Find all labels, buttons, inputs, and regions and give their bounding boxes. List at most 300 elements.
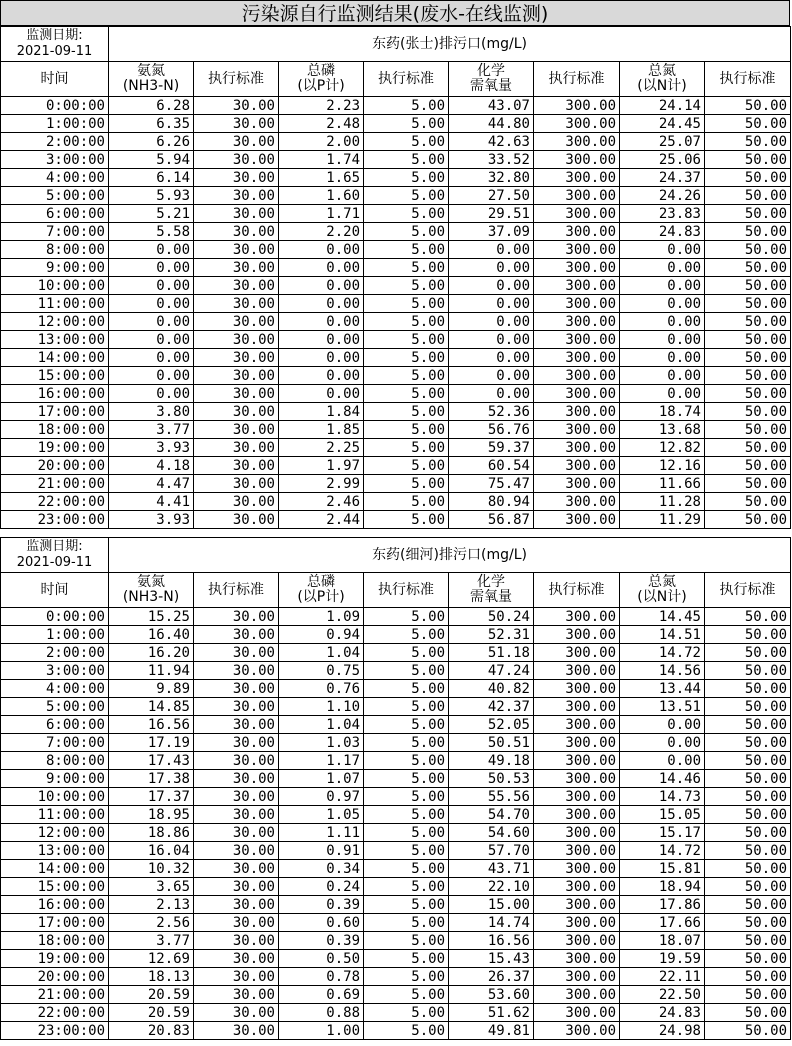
table-row	[1, 842, 791, 860]
time-cell: 18:00:00	[1, 932, 109, 950]
value-cell: 30.00	[194, 403, 279, 421]
value-cell: 5.00	[364, 842, 449, 860]
value-cell: 0.00	[109, 313, 194, 331]
time-cell: 5:00:00	[1, 187, 109, 205]
value-cell: 50.00	[705, 950, 791, 968]
value-cell: 2.44	[279, 511, 364, 529]
value-cell: 2.20	[279, 223, 364, 241]
value-cell: 26.37	[449, 968, 534, 986]
value-cell: 59.37	[449, 439, 534, 457]
value-cell: 16.56	[449, 932, 534, 950]
value-cell: 50.00	[705, 932, 791, 950]
value-cell: 300.00	[534, 97, 620, 115]
value-cell: 19.59	[620, 950, 705, 968]
value-cell: 52.05	[449, 716, 534, 734]
value-cell: 30.00	[194, 133, 279, 151]
value-cell: 300.00	[534, 403, 620, 421]
time-cell: 15:00:00	[1, 367, 109, 385]
value-cell: 0.00	[449, 277, 534, 295]
value-cell: 50.00	[705, 511, 791, 529]
value-cell: 0.00	[620, 295, 705, 313]
value-cell: 300.00	[534, 698, 620, 716]
value-cell: 50.00	[705, 698, 791, 716]
value-cell: 1.04	[279, 716, 364, 734]
value-cell: 23.83	[620, 205, 705, 223]
value-cell: 30.00	[194, 367, 279, 385]
value-cell: 24.83	[620, 223, 705, 241]
value-cell: 50.00	[705, 770, 791, 788]
value-cell: 6.35	[109, 115, 194, 133]
value-cell: 0.00	[449, 313, 534, 331]
time-cell: 14:00:00	[1, 860, 109, 878]
value-cell: 12.16	[620, 457, 705, 475]
value-cell: 30.00	[194, 932, 279, 950]
value-cell: 300.00	[534, 662, 620, 680]
col-header-tp: 总磷 (以P计)	[279, 62, 364, 97]
value-cell: 50.00	[705, 241, 791, 259]
time-cell: 14:00:00	[1, 349, 109, 367]
value-cell: 6.14	[109, 169, 194, 187]
time-cell: 17:00:00	[1, 914, 109, 932]
value-cell: 50.00	[705, 914, 791, 932]
value-cell: 50.00	[705, 752, 791, 770]
value-cell: 30.00	[194, 313, 279, 331]
value-cell: 2.48	[279, 115, 364, 133]
value-cell: 57.70	[449, 842, 534, 860]
value-cell: 50.00	[705, 842, 791, 860]
value-cell: 50.00	[705, 1004, 791, 1022]
value-cell: 44.80	[449, 115, 534, 133]
value-cell: 5.58	[109, 223, 194, 241]
value-cell: 37.09	[449, 223, 534, 241]
value-cell: 5.00	[364, 914, 449, 932]
value-cell: 56.76	[449, 421, 534, 439]
table-row	[1, 860, 791, 878]
value-cell: 1.84	[279, 403, 364, 421]
value-cell: 3.93	[109, 439, 194, 457]
value-cell: 30.00	[194, 349, 279, 367]
value-cell: 50.00	[705, 680, 791, 698]
value-cell: 300.00	[534, 752, 620, 770]
value-cell: 1.05	[279, 806, 364, 824]
value-cell: 5.00	[364, 770, 449, 788]
value-cell: 0.76	[279, 680, 364, 698]
value-cell: 5.00	[364, 439, 449, 457]
value-cell: 49.18	[449, 752, 534, 770]
value-cell: 5.00	[364, 968, 449, 986]
value-cell: 50.00	[705, 896, 791, 914]
outlet-table-zhangshi	[0, 26, 791, 529]
monitor-date-value: 2021-09-11	[16, 555, 93, 570]
value-cell: 5.00	[364, 1004, 449, 1022]
value-cell: 30.00	[194, 644, 279, 662]
value-cell: 300.00	[534, 644, 620, 662]
time-cell: 9:00:00	[1, 259, 109, 277]
table-row	[1, 295, 791, 313]
time-cell: 2:00:00	[1, 644, 109, 662]
value-cell: 0.39	[279, 896, 364, 914]
value-cell: 5.00	[364, 493, 449, 511]
value-cell: 30.00	[194, 241, 279, 259]
time-cell: 13:00:00	[1, 842, 109, 860]
value-cell: 17.19	[109, 734, 194, 752]
value-cell: 300.00	[534, 878, 620, 896]
value-cell: 1.71	[279, 205, 364, 223]
value-cell: 25.06	[620, 151, 705, 169]
value-cell: 30.00	[194, 1022, 279, 1040]
value-cell: 50.00	[705, 295, 791, 313]
value-cell: 20.59	[109, 986, 194, 1004]
value-cell: 50.00	[705, 277, 791, 295]
value-cell: 30.00	[194, 752, 279, 770]
table-row	[1, 259, 791, 277]
monitor-date-label: 监测日期:	[26, 539, 83, 554]
time-cell: 4:00:00	[1, 680, 109, 698]
value-cell: 0.50	[279, 950, 364, 968]
value-cell: 1.74	[279, 151, 364, 169]
time-cell: 7:00:00	[1, 223, 109, 241]
value-cell: 14.72	[620, 842, 705, 860]
value-cell: 50.00	[705, 331, 791, 349]
table-row	[1, 475, 791, 493]
table-row	[1, 752, 791, 770]
time-cell: 16:00:00	[1, 896, 109, 914]
value-cell: 5.00	[364, 680, 449, 698]
value-cell: 17.43	[109, 752, 194, 770]
value-cell: 0.00	[620, 752, 705, 770]
value-cell: 50.00	[705, 97, 791, 115]
value-cell: 50.00	[705, 133, 791, 151]
value-cell: 14.73	[620, 788, 705, 806]
value-cell: 51.18	[449, 644, 534, 662]
value-cell: 300.00	[534, 313, 620, 331]
value-cell: 300.00	[534, 914, 620, 932]
value-cell: 22.10	[449, 878, 534, 896]
header-row	[1, 62, 791, 97]
value-cell: 0.00	[620, 349, 705, 367]
value-cell: 14.85	[109, 698, 194, 716]
value-cell: 50.24	[449, 608, 534, 626]
value-cell: 33.52	[449, 151, 534, 169]
value-cell: 5.00	[364, 662, 449, 680]
table-row	[1, 932, 791, 950]
value-cell: 50.00	[705, 824, 791, 842]
value-cell: 5.00	[364, 806, 449, 824]
time-cell: 22:00:00	[1, 1004, 109, 1022]
value-cell: 6.28	[109, 97, 194, 115]
time-cell: 6:00:00	[1, 716, 109, 734]
value-cell: 300.00	[534, 151, 620, 169]
time-cell: 17:00:00	[1, 403, 109, 421]
value-cell: 50.00	[705, 151, 791, 169]
value-cell: 4.41	[109, 493, 194, 511]
value-cell: 300.00	[534, 608, 620, 626]
value-cell: 2.00	[279, 133, 364, 151]
value-cell: 5.00	[364, 626, 449, 644]
value-cell: 15.43	[449, 950, 534, 968]
time-cell: 20:00:00	[1, 968, 109, 986]
value-cell: 22.50	[620, 986, 705, 1004]
time-cell: 3:00:00	[1, 151, 109, 169]
table-row	[1, 986, 791, 1004]
value-cell: 15.25	[109, 608, 194, 626]
value-cell: 30.00	[194, 716, 279, 734]
value-cell: 30.00	[194, 680, 279, 698]
value-cell: 40.82	[449, 680, 534, 698]
table-row	[1, 626, 791, 644]
value-cell: 0.00	[279, 295, 364, 313]
value-cell: 2.23	[279, 97, 364, 115]
value-cell: 5.00	[364, 187, 449, 205]
value-cell: 5.93	[109, 187, 194, 205]
col-header-cod: 化学 需氧量	[449, 62, 534, 97]
value-cell: 5.00	[364, 752, 449, 770]
value-cell: 30.00	[194, 626, 279, 644]
table-row	[1, 205, 791, 223]
value-cell: 47.24	[449, 662, 534, 680]
value-cell: 0.34	[279, 860, 364, 878]
value-cell: 1.17	[279, 752, 364, 770]
value-cell: 18.13	[109, 968, 194, 986]
value-cell: 51.62	[449, 1004, 534, 1022]
value-cell: 49.81	[449, 1022, 534, 1040]
time-cell: 8:00:00	[1, 241, 109, 259]
value-cell: 14.45	[620, 608, 705, 626]
value-cell: 15.00	[449, 896, 534, 914]
time-cell: 16:00:00	[1, 385, 109, 403]
value-cell: 0.00	[620, 734, 705, 752]
value-cell: 0.00	[620, 367, 705, 385]
value-cell: 50.00	[705, 716, 791, 734]
value-cell: 14.74	[449, 914, 534, 932]
time-cell: 5:00:00	[1, 698, 109, 716]
value-cell: 300.00	[534, 1022, 620, 1040]
value-cell: 12.82	[620, 439, 705, 457]
table-row	[1, 788, 791, 806]
time-cell: 19:00:00	[1, 439, 109, 457]
value-cell: 24.14	[620, 97, 705, 115]
value-cell: 17.38	[109, 770, 194, 788]
value-cell: 3.80	[109, 403, 194, 421]
value-cell: 300.00	[534, 295, 620, 313]
value-cell: 30.00	[194, 205, 279, 223]
table-row	[1, 511, 791, 529]
value-cell: 14.56	[620, 662, 705, 680]
table-row	[1, 277, 791, 295]
value-cell: 50.00	[705, 313, 791, 331]
value-cell: 50.00	[705, 115, 791, 133]
value-cell: 3.65	[109, 878, 194, 896]
col-header-std: 执行标准	[194, 62, 279, 97]
value-cell: 30.00	[194, 662, 279, 680]
value-cell: 14.51	[620, 626, 705, 644]
value-cell: 43.07	[449, 97, 534, 115]
value-cell: 5.00	[364, 385, 449, 403]
value-cell: 50.00	[705, 223, 791, 241]
value-cell: 50.00	[705, 493, 791, 511]
value-cell: 300.00	[534, 716, 620, 734]
outlet-name: 东药(细河)排污口(mg/L)	[109, 538, 791, 573]
value-cell: 5.00	[364, 734, 449, 752]
value-cell: 30.00	[194, 1004, 279, 1022]
value-cell: 30.00	[194, 259, 279, 277]
value-cell: 0.00	[279, 313, 364, 331]
col-header-std: 执行标准	[534, 62, 620, 97]
value-cell: 30.00	[194, 788, 279, 806]
table-row	[1, 878, 791, 896]
value-cell: 300.00	[534, 680, 620, 698]
value-cell: 2.13	[109, 896, 194, 914]
value-cell: 5.00	[364, 277, 449, 295]
value-cell: 5.00	[364, 475, 449, 493]
table-row	[1, 824, 791, 842]
table-row	[1, 1004, 791, 1022]
value-cell: 0.88	[279, 1004, 364, 1022]
value-cell: 1.60	[279, 187, 364, 205]
value-cell: 300.00	[534, 950, 620, 968]
time-cell: 3:00:00	[1, 662, 109, 680]
value-cell: 30.00	[194, 493, 279, 511]
value-cell: 42.63	[449, 133, 534, 151]
monitor-date-value: 2021-09-11	[16, 44, 93, 59]
value-cell: 2.56	[109, 914, 194, 932]
col-header-nh3: 氨氮 (NH3-N)	[109, 62, 194, 97]
value-cell: 30.00	[194, 223, 279, 241]
value-cell: 50.00	[705, 878, 791, 896]
time-cell: 10:00:00	[1, 788, 109, 806]
value-cell: 1.85	[279, 421, 364, 439]
monitor-date-cell	[1, 27, 109, 62]
value-cell: 5.00	[364, 151, 449, 169]
value-cell: 0.75	[279, 662, 364, 680]
value-cell: 0.00	[620, 385, 705, 403]
value-cell: 5.00	[364, 511, 449, 529]
value-cell: 5.00	[364, 644, 449, 662]
value-cell: 0.00	[620, 313, 705, 331]
time-cell: 1:00:00	[1, 115, 109, 133]
value-cell: 16.56	[109, 716, 194, 734]
value-cell: 5.00	[364, 133, 449, 151]
value-cell: 30.00	[194, 914, 279, 932]
table-row	[1, 914, 791, 932]
value-cell: 50.00	[705, 1022, 791, 1040]
value-cell: 30.00	[194, 331, 279, 349]
value-cell: 0.24	[279, 878, 364, 896]
value-cell: 30.00	[194, 511, 279, 529]
value-cell: 18.74	[620, 403, 705, 421]
table-row	[1, 403, 791, 421]
value-cell: 300.00	[534, 241, 620, 259]
value-cell: 300.00	[534, 860, 620, 878]
value-cell: 24.83	[620, 1004, 705, 1022]
value-cell: 0.00	[449, 295, 534, 313]
value-cell: 1.04	[279, 644, 364, 662]
value-cell: 300.00	[534, 439, 620, 457]
col-header-std: 执行标准	[705, 62, 791, 97]
value-cell: 18.95	[109, 806, 194, 824]
value-cell: 0.00	[279, 349, 364, 367]
value-cell: 16.20	[109, 644, 194, 662]
value-cell: 50.00	[705, 205, 791, 223]
value-cell: 5.00	[364, 295, 449, 313]
value-cell: 300.00	[534, 986, 620, 1004]
value-cell: 50.00	[705, 644, 791, 662]
value-cell: 13.51	[620, 698, 705, 716]
value-cell: 300.00	[534, 824, 620, 842]
report-title: 污染源自行监测结果(废水-在线监测)	[0, 0, 790, 26]
value-cell: 9.89	[109, 680, 194, 698]
value-cell: 0.39	[279, 932, 364, 950]
col-header-std: 执行标准	[364, 62, 449, 97]
value-cell: 30.00	[194, 169, 279, 187]
value-cell: 300.00	[534, 115, 620, 133]
value-cell: 0.60	[279, 914, 364, 932]
time-cell: 22:00:00	[1, 493, 109, 511]
value-cell: 0.78	[279, 968, 364, 986]
time-cell: 8:00:00	[1, 752, 109, 770]
value-cell: 1.03	[279, 734, 364, 752]
value-cell: 4.18	[109, 457, 194, 475]
value-cell: 50.00	[705, 626, 791, 644]
value-cell: 0.00	[279, 241, 364, 259]
value-cell: 0.00	[620, 277, 705, 295]
value-cell: 3.93	[109, 511, 194, 529]
table-row	[1, 151, 791, 169]
value-cell: 42.37	[449, 698, 534, 716]
col-header-time: 时间	[1, 62, 109, 97]
value-cell: 27.50	[449, 187, 534, 205]
value-cell: 50.00	[705, 788, 791, 806]
value-cell: 300.00	[534, 169, 620, 187]
value-cell: 15.05	[620, 806, 705, 824]
table-row	[1, 133, 791, 151]
table-row	[1, 313, 791, 331]
table-row	[1, 806, 791, 824]
value-cell: 5.00	[364, 986, 449, 1004]
value-cell: 5.00	[364, 860, 449, 878]
value-cell: 5.00	[364, 223, 449, 241]
value-cell: 5.00	[364, 457, 449, 475]
value-cell: 0.97	[279, 788, 364, 806]
value-cell: 50.00	[705, 187, 791, 205]
value-cell: 60.54	[449, 457, 534, 475]
time-cell: 12:00:00	[1, 824, 109, 842]
value-cell: 30.00	[194, 896, 279, 914]
value-cell: 50.00	[705, 475, 791, 493]
time-cell: 2:00:00	[1, 133, 109, 151]
value-cell: 24.37	[620, 169, 705, 187]
value-cell: 14.46	[620, 770, 705, 788]
table-row	[1, 968, 791, 986]
value-cell: 29.51	[449, 205, 534, 223]
value-cell: 5.00	[364, 1022, 449, 1040]
value-cell: 55.56	[449, 788, 534, 806]
table-row	[1, 896, 791, 914]
col-header-std: 执行标准	[534, 573, 620, 608]
col-header-tp: 总磷 (以P计)	[279, 573, 364, 608]
monitor-date-label: 监测日期:	[26, 28, 83, 43]
table-row	[1, 680, 791, 698]
time-cell: 0:00:00	[1, 97, 109, 115]
time-cell: 11:00:00	[1, 295, 109, 313]
value-cell: 0.00	[620, 259, 705, 277]
value-cell: 50.00	[705, 806, 791, 824]
value-cell: 300.00	[534, 626, 620, 644]
value-cell: 15.81	[620, 860, 705, 878]
table-row	[1, 1022, 791, 1040]
value-cell: 22.11	[620, 968, 705, 986]
value-cell: 24.98	[620, 1022, 705, 1040]
